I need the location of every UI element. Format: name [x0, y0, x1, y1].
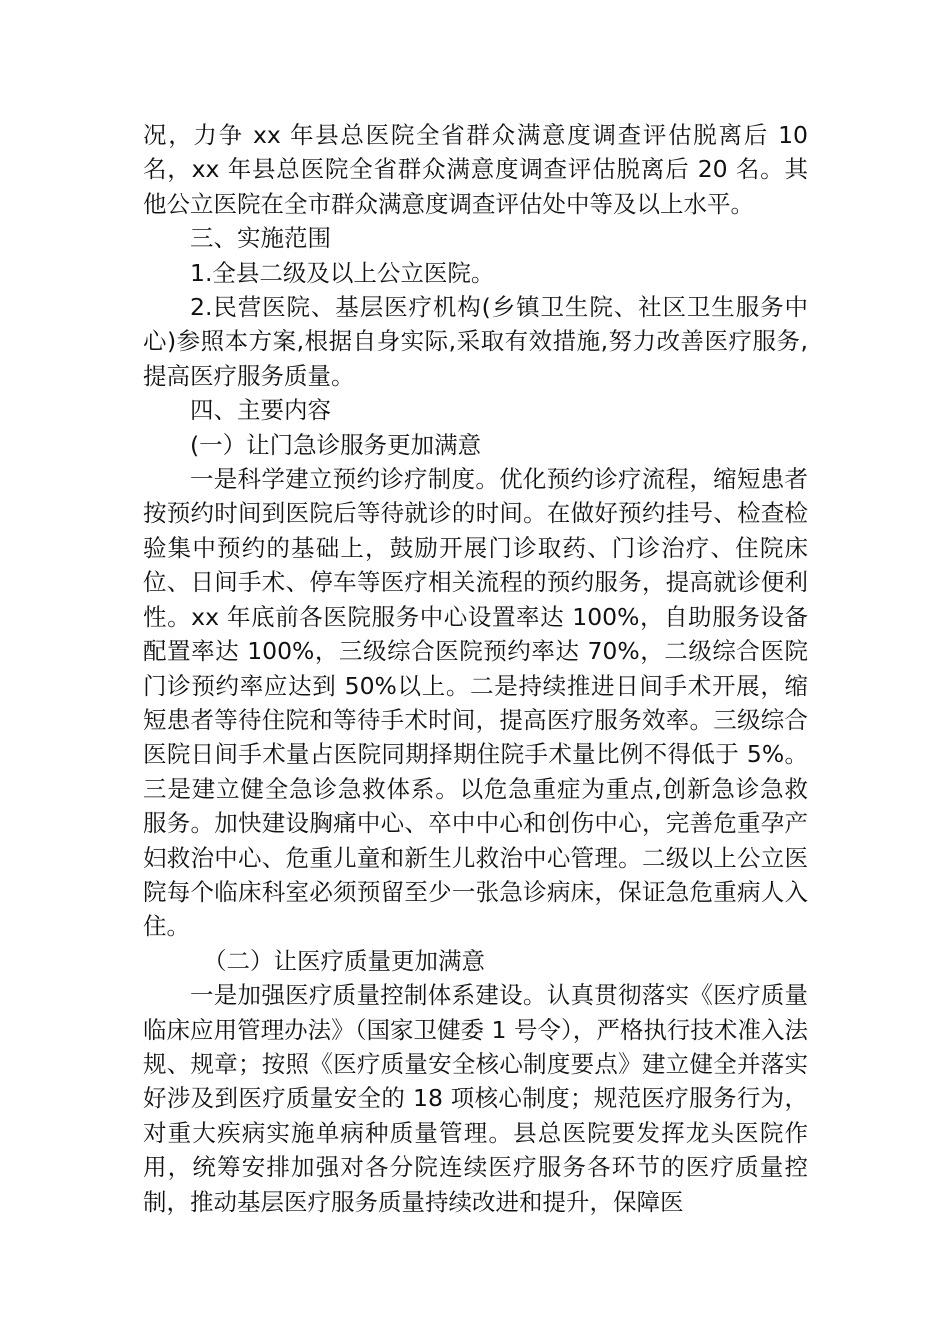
- section-heading-main-content: 四、主要内容: [190, 396, 331, 425]
- paragraph-continuation: 况，力争 xx 年县总医院全省群众满意度调查评估脱离后 10 名，xx 年县总医院全省群众满意度调查评估脱离后 20 名。其他公立医院在全市群众满意度调查评估处中等及以上水平。: [143, 121, 808, 218]
- scope-item-1: 1.全县二级及以上公立医院。: [190, 258, 495, 287]
- document-body: [143, 118, 808, 1219]
- paragraph-quality: 一是加强医疗质量控制体系建设。认真贯彻落实《医疗质量临床应用管理办法》（国家卫健委 1 号令），严格执行技术准入法规、规章；按照《医疗质量安全核心制度要点》建立健全并落实好涉及到医疗质量安全的 18 项核心制度；规范医疗服务行为，对重大疾病实施单病种质量管理。县总医院要发挥龙头医院作用，统筹安排加强对各分院连续医疗服务各环节的医疗质量控制，推动基层医疗服务质量持续改进和提升，保障医: [143, 981, 808, 1216]
- subsection-heading-outpatient: (一）让门急诊服务更加满意: [190, 430, 482, 459]
- section-heading-scope: 三、实施范围: [190, 224, 331, 253]
- paragraph-outpatient: 一是科学建立预约诊疗制度。优化预约诊疗流程，缩短患者按预约时间到医院后等待就诊的时间。在做好预约挂号、检查检验集中预约的基础上，鼓励开展门诊取药、门诊治疗、住院床位、日间手术、停车等医疗相关流程的预约服务，提高就诊便利性。xx 年底前各医院服务中心设置率达 100%，自助服务设备配置率达 100%，三级综合医院预约率达 70%，二级综合医院门诊预约率应达到 50%以上。二是持续推进日间手术开展，缩短患者等待住院和等待手术时间，提高医疗服务效率。三级综合医院日间手术量占医院同期择期住院手术量比例不得低于 5%。三是建立健全急诊急救体系。以危急重症为重点,创新急诊急救服务。加快建设胸痛中心、卒中中心和创伤中心，完善危重孕产妇救治中心、危重儿童和新生儿救治中心管理。二级以上公立医院每个临床科室必须预留至少一张急诊病床，保证急危重病人入住。: [143, 465, 808, 941]
- scope-item-2: 2.民营医院、基层医疗机构(乡镇卫生院、社区卫生服务中心)参照本方案,根据自身实际,采取有效措施,努力改善医疗服务,提高医疗服务质量。: [143, 293, 808, 390]
- subsection-heading-quality: （二）让医疗质量更加满意: [203, 946, 485, 975]
